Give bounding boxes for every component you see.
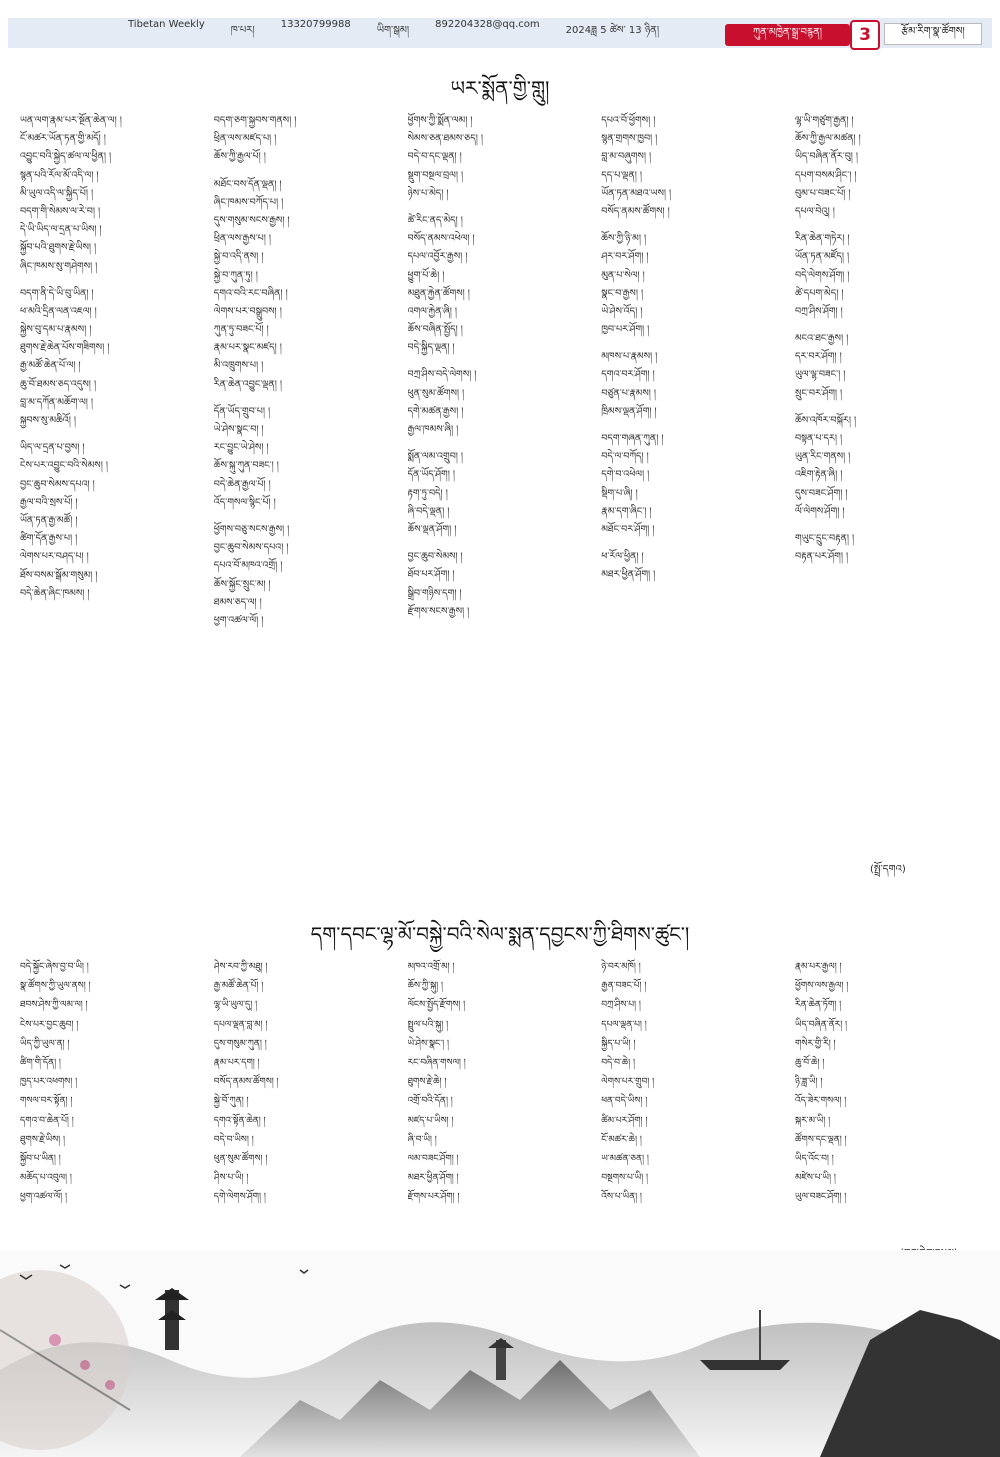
verse-line: ངོ་མཚར་ཆེ། ། (601, 1134, 642, 1145)
verse-line: ཉི་ཟླ་ཡི། ། (795, 1077, 823, 1088)
verse-line: མཁའ་འགྲོ་མ། ། (407, 962, 455, 972)
verse-line: དེ་ཡི་ཡིད་ལ་དྲན་པ་ཡིས། ། (20, 224, 102, 236)
verse-line: ཕྱག་འཚལ་ལོ། ། (213, 614, 264, 626)
verse-line: བུམ་པ་བཟང་པོ། ། (795, 187, 851, 199)
landscape-illustration (0, 1250, 1000, 1457)
verse-line: བཀྲ་ཤིས་བདེ་ལེགས། ། (407, 369, 477, 381)
verse-line (795, 221, 980, 230)
verse-line: ངེས་པར་བྱང་ཆུབ། ། (20, 1019, 79, 1030)
verse-line: སྐྱེས་བུ་དམ་པ་རྣམས། ། (20, 324, 92, 336)
verse-line: དཔའ་བོ་མཁའ་འགྲོ། ། (213, 560, 283, 572)
verse-line: འོད་ཟེར་གསལ། ། (795, 1096, 847, 1107)
text-column (408, 112, 593, 882)
verse-line: སྣང་བ་རྒྱས། ། (601, 287, 644, 299)
verse-line: དཔལ་ལྡན་བླ་མ། ། (213, 1019, 268, 1030)
verse-line: མུན་པ་སེལ། ། (601, 269, 645, 281)
verse-line: བདེ་ཆེན་རྒྱལ་པོ། ། (213, 478, 271, 490)
text-column (601, 958, 786, 1248)
verse-line: དཔལ་འབྱོར་རྒྱས། ། (407, 251, 468, 263)
verse-line: ཉེས་པ་མེད། ། (407, 187, 449, 199)
phone-number: 13320799988 (280, 19, 351, 30)
text-column (795, 958, 980, 1248)
verse-line: དུས་གསུམ་སངས་རྒྱས། ། (213, 214, 290, 226)
verse-line: བྱང་ཆུབ་སེམས་དཔའ། ། (213, 542, 289, 554)
verse-line: གསེར་གྱི་རི། ། (795, 1038, 836, 1049)
verse-line: བདེ་བ་ཆེ། ། (601, 1057, 636, 1068)
verse-line: མི་ཡུལ་འདི་ལ་སྐྱིད་པོ། ། (20, 187, 94, 199)
verse-line: སྒྲིབ་གཉིས་དག། ། (407, 587, 462, 599)
verse-line: ཚིག་གི་དོན། ། (20, 1057, 61, 1068)
verse-line: ཡོན་ཏན་མཛོད། ། (795, 251, 850, 263)
verse-line: བྱང་ཆུབ་སེམས། ། (407, 551, 463, 563)
text-column (214, 958, 399, 1248)
verse-line: བདག་ཅག་སྐྱབས་གནས། ། (213, 115, 297, 126)
verse-line: བསོད་ནམས་ཚོགས། ། (601, 205, 670, 217)
verse-line: ཆུ་བོ་ཐམས་ཅད་འདུས། ། (20, 378, 97, 390)
verse-line: བཀྲ་ཤིས་པ། ། (601, 1000, 641, 1011)
verse-line: བླ་མ་བཞུགས། ། (601, 151, 652, 163)
verse-line: སྨོན་ལམ་འགྲུབ། ། (407, 451, 464, 463)
verse-line: ཕུན་སུམ་ཚོགས། ། (213, 1153, 268, 1164)
verse-line: མཛད་པ་ཡིས། ། (407, 1115, 454, 1126)
verse-line: ཡེ་ཤེས་སྣང་། ། (407, 1038, 449, 1049)
header-bar (8, 18, 992, 48)
verse-line: དཔལ་ལྡན་པ། ། (601, 1019, 647, 1030)
verse-line: དཔལ་བེའུ། ། (795, 205, 835, 217)
verse-line: དུས་གསུམ་ཀུན། ། (213, 1038, 267, 1049)
verse-line: ཚོགས་དང་ལྡན། ། (795, 1134, 847, 1145)
verse-line: ལྷ་ཡི་ཡུལ་དུ། ། (213, 1000, 258, 1011)
verse-line: སྐྱིད་པ་ཡི། ། (601, 1038, 636, 1049)
verse-line: ཕྱོགས་ཀྱི་སྨོན་ལམ། ། (407, 115, 473, 126)
verse-line: བདེ་ལེགས་ཤོག། ། (795, 269, 850, 281)
verse-line: ལེགས་པར་བསྒྲུབས། ། (213, 305, 282, 317)
publication-name: Tibetan Weekly (128, 19, 205, 30)
verse-line: ལེགས་པར་གྲུབ། ། (601, 1077, 655, 1088)
verse-line: ཚེ་རིང་ནད་མེད། ། (407, 214, 463, 226)
verse-line: ཉེ་བར་མཁོ། ། (601, 962, 641, 972)
verse-line: འོད་གསལ་སྙིང་པོ། ། (213, 496, 276, 508)
verse-line: བདག་ནི་དེ་ཡི་བུ་ཡིན། ། (20, 287, 94, 299)
verse-line: དགེ་མཚན་རྒྱས། ། (407, 405, 464, 417)
verse-line: དོན་ཡོད་གྲུབ་པ། ། (213, 405, 271, 417)
verse-line: ཐུགས་རྗེ་ཆེན་པོས་གཟིགས། ། (20, 342, 110, 354)
verse-line: སྙན་པའི་རོལ་མོ་འདི་ལ། ། (20, 169, 99, 181)
article2-title: དག་དབང་ལྷ་མོ་བསྐྱེ་བའི་སེལ་སྨན་དབྱངས་ཀྱི་ཐིགས་ཚུང་། (310, 922, 690, 946)
verse-line (408, 539, 593, 548)
verse-line: མངའ་ཐང་རྒྱས། ། (795, 333, 849, 345)
verse-line (408, 357, 593, 366)
verse-line (795, 521, 980, 530)
verse-line: བདག་གཞན་ཀུན། ། (601, 433, 664, 444)
verse-line: ཡིད་ལ་དྲན་པ་བྱས། ། (20, 442, 85, 454)
verse-line (408, 439, 593, 448)
verse-line: རྒྱན་བཟང་པོ། ། (601, 981, 647, 992)
verse-line: ཆོས་འཁོར་བསྐོར། ། (795, 414, 857, 426)
verse-line: བསོད་ནམས་འཕེལ། ། (407, 233, 475, 245)
verse-line: རིན་ཆེན་ཏོག། ། (795, 1000, 842, 1011)
verse-line: རྫོགས་སངས་རྒྱས། ། (407, 605, 470, 617)
verse-line: དོན་ཡོད་ཤོག། ། (407, 469, 455, 481)
verse-line: ཕ་མའི་དྲིན་ལན་འཇལ། ། (20, 305, 97, 317)
verse-line: ཤིས་པ་ཡི། ། (213, 1173, 249, 1184)
verse-line (214, 512, 399, 521)
verse-line (601, 221, 786, 230)
verse-line: རྒྱལ་བའི་སྲས་པོ། ། (20, 496, 78, 508)
verse-line: འགྲོ་བའི་དོན། ། (407, 1096, 453, 1107)
verse-line: དཔག་བསམ་ཤིང་། ། (795, 169, 857, 181)
header-meta (128, 19, 659, 47)
verse-line: ཆོས་ཀྱི་ཉི་མ། ། (601, 233, 647, 245)
verse-line (214, 394, 399, 403)
verse-line: སྣ་ཚོགས་ཀྱི་ཡུལ་ནས། ། (20, 981, 91, 992)
verse-line: ཆོས་སྐུ་ཀུན་བཟང་། ། (213, 460, 279, 472)
verse-line: ཞིང་ཁམས་བཀོད་པ། ། (213, 196, 284, 208)
verse-line: ཡ་མཚན་ཅན། ། (601, 1153, 649, 1164)
verse-line: གཡུང་དྲུང་བརྟན། ། (795, 532, 855, 544)
text-column (795, 112, 980, 882)
verse-line: ཐབས་ཤེས་ཀྱི་ལམ་ལ། ། (20, 1000, 88, 1011)
verse-line: འཇིག་རྟེན་ཞི། ། (795, 469, 843, 481)
article1-columns (20, 112, 980, 882)
verse-line: མཆོད་པ་འབུལ། ། (20, 1173, 72, 1184)
verse-line: བསོད་ནམས་ཚོགས། ། (213, 1077, 279, 1088)
verse-line: སྐྱོབ་པའི་ཐུགས་རྗེ་ཡིས། ། (20, 242, 97, 254)
verse-line: ཐོབ་པར་ཤོག། ། (407, 569, 455, 581)
verse-line: དད་པ་ལྡན། ། (601, 169, 642, 181)
verse-line: ཡིད་བཞིན་ནོར། ། (795, 1019, 848, 1030)
verse-line: བྱང་ཆུབ་སེམས་དཔའ། ། (20, 478, 95, 490)
text-column (214, 112, 399, 882)
verse-line: ངེས་པར་འབྱུང་བའི་སེམས། ། (20, 460, 108, 472)
verse-line: ལམ་བཟང་ཤོག། ། (407, 1153, 459, 1164)
verse-line: ཕྲིན་ལས་རྒྱས་པ། ། (213, 233, 271, 245)
verse-line: སྙན་གྲགས་ཁྱབ། ། (601, 133, 658, 145)
verse-line: བདག་གི་སེམས་ལ་རེ་བ། ། (20, 205, 101, 217)
verse-line (408, 203, 593, 212)
verse-line: ཐོས་བསམ་སྒོམ་གསུམ། ། (20, 569, 98, 581)
verse-line: ལོ་ལེགས་ཤོག། ། (795, 505, 845, 517)
verse-line: ཡན་ལག་རྣམ་པར་སྔོན་ཆེན་ལ། ། (20, 115, 122, 126)
verse-line: སེམས་ཅན་ཐམས་ཅད། ། (407, 133, 483, 145)
verse-line: ཆོས་བཞིན་སྤྱོད། ། (407, 324, 463, 336)
verse-line (20, 430, 205, 439)
verse-line: ཡེ་ཤེས་སྣང་བ། ། (213, 424, 264, 435)
verse-line: རྒྱ་མཚོ་ཆེན་པོ། ། (213, 981, 264, 992)
verse-line: རིན་ཆེན་འབྱུང་ལྡན། ། (213, 378, 282, 390)
verse-line: བདེ་ལ་བཀོད། ། (601, 451, 649, 463)
article1-title: ཡར་སྨོན་གྱི་གླུ། (450, 76, 550, 100)
verse-line (601, 339, 786, 348)
verse-line: ཁྱད་པར་འཕགས། ། (20, 1077, 78, 1088)
verse-line: སྲུང་བར་ཤོག། ། (795, 387, 843, 399)
verse-line: ཡེ་ཤེས་འོད། ། (601, 305, 643, 317)
verse-line: ཡོན་ཏན་མཐའ་ཡས། ། (601, 187, 672, 199)
verse-line (601, 539, 786, 548)
verse-line: འབྱུང་བའི་སྐྱེད་ཚལ་ལ་ཕྱིན། ། (20, 151, 112, 163)
verse-line: རྒྱལ་ཁམས་ཞི། ། (407, 424, 459, 435)
verse-line: ཆུ་བོ་ཆེ། ། (795, 1057, 825, 1068)
verse-line: བཙུན་པ་རྣམས། ། (601, 387, 656, 399)
page-number: 3 (850, 20, 880, 50)
verse-line: སྐྱེ་བ་ཀུན་ཏུ། ། (213, 269, 258, 281)
verse-line: འགལ་རྐྱེན་ཞི། ། (407, 305, 458, 317)
verse-line: ཞི་བ་ཡི། ། (407, 1134, 437, 1145)
verse-line: ཕྱོགས་ལས་རྒྱལ། ། (795, 981, 849, 992)
verse-line: བསྔགས་པ་ཡི། ། (601, 1173, 648, 1184)
verse-line: རིན་ཆེན་གཏེར། ། (795, 233, 850, 245)
brand-badge: ཀུན་མཁྱེན་སྒྲ་བརྙན། (725, 24, 850, 46)
verse-line: ཚིག་དོན་རྒྱས་པ། ། (20, 533, 78, 545)
verse-line: ལྷ་ཡི་གཙུག་རྒྱན། ། (795, 115, 854, 126)
verse-line: རྣམ་པར་རྒྱལ། ། (795, 962, 842, 972)
verse-line: མཁས་པ་རྣམས། ། (601, 351, 658, 363)
verse-line: ཆོས་ཀྱི་རྒྱལ་པོ། ། (213, 151, 266, 163)
verse-line: ཡིད་འོང་བ། ། (795, 1153, 834, 1164)
verse-line: བཀྲ་ཤིས་ཤོག། ། (795, 305, 843, 317)
text-column (601, 112, 786, 882)
verse-line: ཐུགས་རྗེ་ཆེ། ། (407, 1077, 447, 1088)
verse-line: མཐོང་བས་དོན་ལྡན། ། (213, 178, 282, 190)
verse-line (795, 403, 980, 412)
verse-line (795, 321, 980, 330)
verse-line: རྣམ་པར་སྣང་མཛད། ། (213, 342, 282, 354)
verse-line: ངོ་མཚར་ཡོན་ཏན་གྱི་མདོ། ། (20, 133, 106, 145)
verse-line (20, 276, 205, 285)
verse-line: ཡུལ་ལྷ་བཟང་། ། (795, 369, 846, 381)
verse-line: བརྟན་པར་ཤོག། ། (795, 551, 849, 563)
verse-line: བླ་མ་དཀོན་མཆོག་ལ། ། (20, 396, 94, 408)
verse-line: ཕ་རོལ་ཕྱིན། ། (601, 551, 644, 563)
verse-line: དར་བར་ཤོག། ། (795, 351, 842, 363)
verse-line: རང་བྱུང་ཡེ་ཤེས། ། (213, 442, 269, 454)
verse-line: ཡུལ་བཟང་ཤོག། ། (795, 1192, 847, 1203)
verse-line: དགའ་བ་ཆེན་པོ། ། (20, 1115, 74, 1126)
verse-line: ཡིད་ཀྱི་ཡུལ་ན། ། (20, 1038, 70, 1049)
verse-line: ཆོས་ལྡན་ཤོག། ། (407, 523, 457, 535)
verse-line: སྐྱོབ་པ་ཡིན། ། (20, 1153, 61, 1164)
verse-line: ཕུན་སུམ་ཚོགས། ། (407, 387, 465, 399)
verse-line: དཔའ་བོ་ཕྱོགས། ། (601, 115, 656, 126)
verse-line: ཚེ་དཔག་མེད། ། (795, 287, 844, 299)
phone-label: ཁ་པར། (230, 25, 255, 36)
verse-line: ཤེས་རབ་ཀྱི་མཐུ། ། (213, 962, 268, 972)
verse-line: སྐྱེ་བ་འདི་ནས། ། (213, 251, 264, 263)
text-column (20, 112, 205, 882)
verse-line: ཆོས་སྐྱོང་སྲུང་མ། ། (213, 578, 271, 590)
verse-line: བདེ་བ་ཡིས། ། (213, 1134, 254, 1145)
verse-line: སྐྱབས་སུ་མཆིའོ། ། (20, 415, 76, 426)
verse-line: རྒྱ་མཚོ་ཆེན་པོ་ལ། ། (20, 360, 81, 372)
text-column (408, 958, 593, 1248)
verse-line: བདེ་སྐྱོང་ཞེས་བྱ་བ་ཡི། ། (20, 962, 89, 972)
text-column (20, 958, 205, 1248)
verse-line: དགའ་སྟོན་ཆེན། ། (213, 1115, 266, 1126)
verse-line (214, 167, 399, 176)
verse-line: བདེ་ཆེན་ཞིང་ཁམས། ། (20, 587, 90, 599)
verse-line: བདེ་བ་དང་ལྡན། ། (407, 151, 462, 163)
section-name: རྩོམ་རིག་སྣ་ཚོགས། (884, 23, 982, 45)
verse-line: སྡིག་པ་ཞི། ། (601, 487, 638, 499)
verse-line: ཚིམ་པར་ཤོག། ། (601, 1115, 648, 1126)
verse-line: རྟག་ཏུ་བདེ། ། (407, 487, 448, 499)
verse-line: མཐར་ཕྱིན་ཤོག། ། (601, 569, 656, 581)
verse-line: ཤར་བར་ཤོག། ། (601, 251, 649, 263)
verse-line: བདེ་སྐྱིད་ལྡན། ། (407, 342, 455, 354)
verse-line: དུས་བཟང་ཤོག། ། (795, 487, 848, 499)
verse-line: རང་བཞིན་གསལ། ། (407, 1057, 466, 1068)
verse-line: བསྟན་པ་དར། ། (795, 433, 843, 444)
verse-line: དགེ་ལེགས་ཤོག། ། (213, 1192, 266, 1203)
verse-line: རྫོགས་པར་ཤོག། ། (407, 1192, 460, 1203)
verse-line: ཕྱུག་པོ་ཆེ། ། (407, 269, 445, 281)
verse-line: འོས་པ་ཡིན། ། (601, 1192, 642, 1203)
verse-line: ཐུགས་རྗེ་ཡིས། ། (20, 1134, 66, 1145)
verse-line: ཆོས་ཀྱི་སྐུ། ། (407, 981, 444, 992)
issue-date: 2024ཟླ 5 ཚེས་ 13 ཉིན། (565, 25, 660, 36)
verse-line: ཁྲིམས་ལྡན་ཤོག། ། (601, 405, 657, 417)
verse-line: ཕྲིན་ལས་མཛད་པ། ། (213, 133, 277, 145)
verse-line: ཞིང་ཁམས་སུ་གཤེགས། ། (20, 260, 98, 272)
verse-line: ཀུན་ཏུ་བཟང་པོ། ། (213, 324, 269, 336)
verse-line: ཡིད་བཞིན་ནོར་བུ། ། (795, 151, 859, 163)
verse-line: མཛེས་པ་ཡི། ། (795, 1173, 836, 1184)
email-label: ཡིག་སྒམ། (376, 25, 410, 36)
verse-line: ཞི་བདེ་ལྡན། ། (407, 505, 450, 517)
verse-line: སྐྱེ་བོ་ཀུན། ། (213, 1096, 249, 1107)
verse-line: མཐུན་རྐྱེན་ཚོགས། ། (407, 287, 470, 299)
verse-line: སྡུག་བསྔལ་བྲལ། ། (407, 169, 464, 181)
article1-signature: (སྤྲོ་དགའ) (870, 864, 906, 875)
verse-line: མི་འཁྲུགས་པ། ། (213, 360, 264, 372)
verse-line: ཐམས་ཅད་ལ། ། (213, 596, 262, 608)
verse-line: རྣམ་པར་དག། ། (213, 1057, 260, 1068)
verse-line: དགའ་བར་ཤོག། ། (601, 369, 655, 381)
verse-line: ཕྱོགས་བཅུ་སངས་རྒྱས། ། (213, 523, 290, 535)
verse-line (601, 421, 786, 430)
verse-line: དགའ་བའི་རང་བཞིན། ། (213, 287, 288, 299)
email-address[interactable]: 892204328@qq.com (435, 19, 540, 30)
verse-line: ཆོས་ཀྱི་རྒྱལ་མཚན། ། (795, 133, 861, 145)
verse-line: མཐོང་བར་ཤོག། ། (601, 523, 655, 535)
verse-line: ཁྱབ་པར་ཤོག། ། (601, 324, 650, 336)
verse-line: སྤྲུལ་པའི་སྐུ། ། (407, 1019, 449, 1030)
verse-line: རྣམ་དག་ཞིང་། ། (601, 505, 652, 517)
verse-line: ཡོན་ཏན་རྒྱ་མཚོ། ། (20, 514, 78, 526)
verse-line: ཕྱག་འཚལ་ལོ། ། (20, 1192, 67, 1203)
article2-columns (20, 958, 980, 1248)
verse-line: ཡུན་རིང་གནས། ། (795, 451, 851, 463)
verse-line: གསལ་བར་སྟོན། ། (20, 1096, 73, 1107)
verse-line: དགེ་བ་འཕེལ། ། (601, 469, 650, 481)
verse-line: སྐར་མ་ཡི། ། (795, 1115, 831, 1126)
verse-line: མཐར་ཕྱིན་ཤོག། ། (407, 1173, 459, 1184)
verse-line: ལོངས་སྤྱོད་རྫོགས། ། (407, 1000, 466, 1011)
verse-line: ཕན་བདེ་ཡིས། ། (601, 1096, 648, 1107)
verse-line: ལེགས་པར་བཤད་པ། ། (20, 551, 89, 563)
